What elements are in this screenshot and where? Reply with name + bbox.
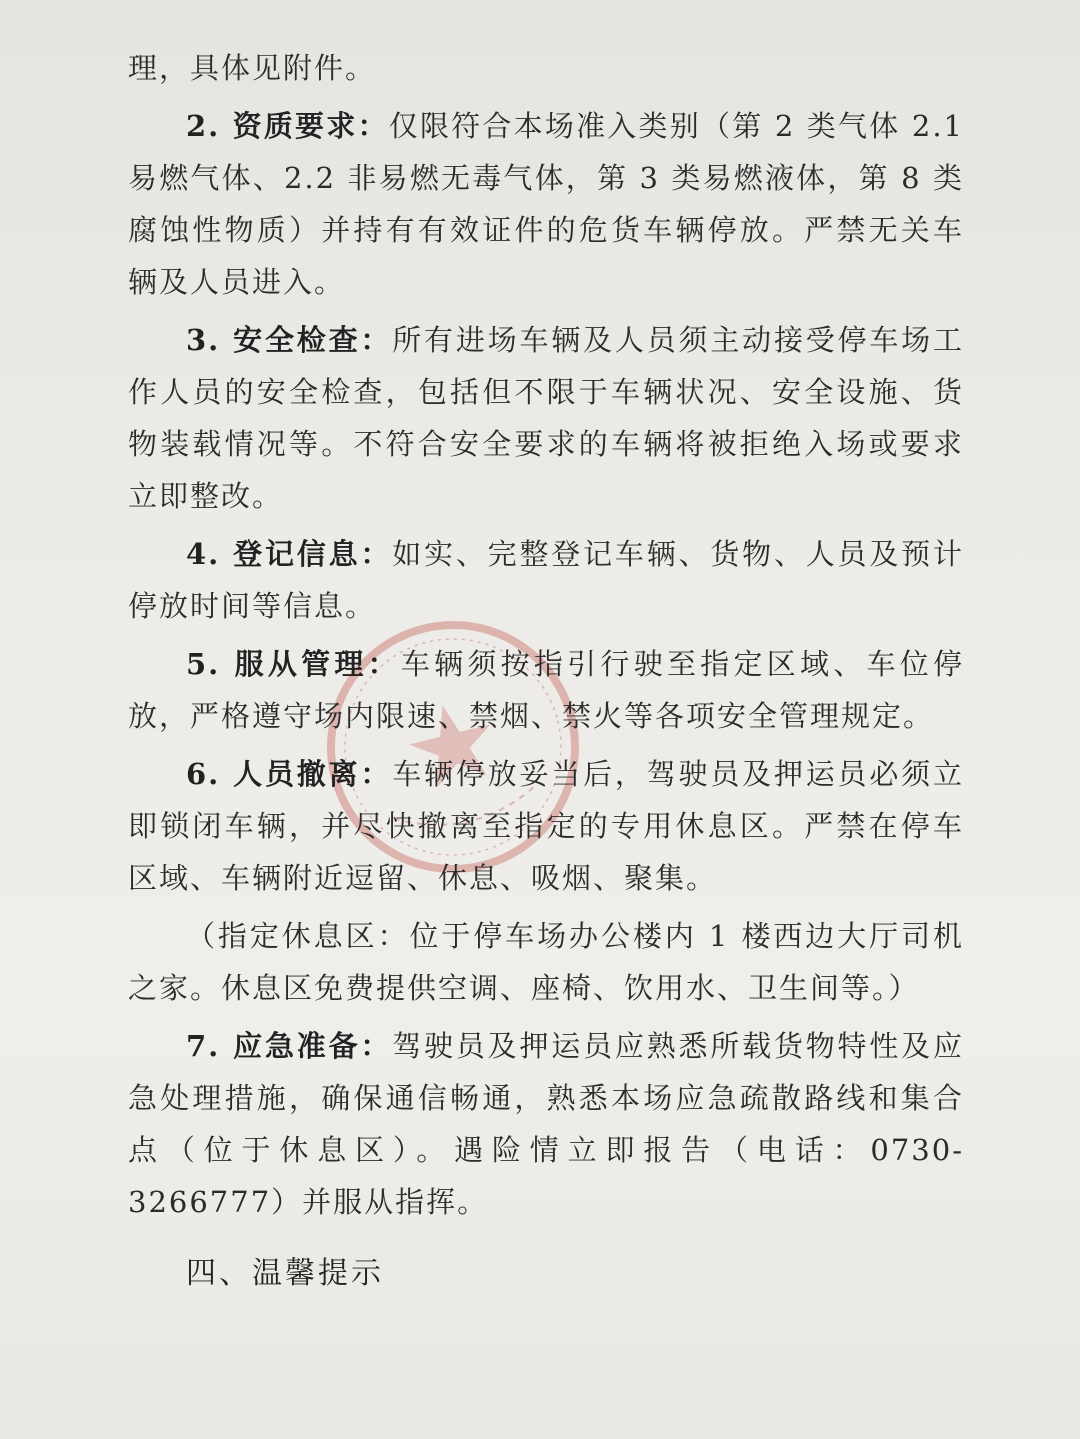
item-qualification <box>128 100 964 308</box>
item-title: 2. 资质要求： <box>186 109 389 143</box>
item-text: 所有进场车辆及人员须主动接受停车场工作人员的安全检查，包括但不限于车辆状况、安全设施、货物装载情况等。不符合安全要求的车辆将被拒绝入场或要求立即整改。 <box>128 323 964 513</box>
item-compliance <box>128 638 964 742</box>
item-title: 4. 登记信息： <box>186 537 393 571</box>
item-text: 车辆停放妥当后，驾驶员及押运员必须立即锁闭车辆，并尽快撤离至指定的专用休息区。严禁在停车区域、车辆附近逗留、休息、吸烟、聚集。 <box>128 757 964 895</box>
section-heading: 四、温馨提示 <box>186 1256 384 1291</box>
item-title: 6. 人员撤离： <box>186 757 393 791</box>
item-text: 如实、完整登记车辆、货物、人员及预计停放时间等信息。 <box>128 537 964 623</box>
item-safety-check <box>128 314 964 522</box>
item-registration <box>128 528 964 632</box>
item-title: 7. 应急准备： <box>186 1029 393 1063</box>
item-evacuation <box>128 748 964 904</box>
document-body <box>128 42 964 1300</box>
item-title: 3. 安全检查： <box>186 323 393 357</box>
item-text: 仅限符合本场准入类别（第 2 类气体 2.1 易燃气体、2.2 非易燃无毒气体，第 3 类易燃液体，第 8 类腐蚀性物质）并持有有效证件的危货车辆停放。严禁无关车辆及人员进入。 <box>128 109 964 299</box>
item-emergency <box>128 1020 964 1228</box>
item-text: 车辆须按指引行驶至指定区域、车位停放，严格遵守场内限速、禁烟、禁火等各项安全管理规定。 <box>128 647 964 733</box>
item-title: 5. 服从管理： <box>186 647 401 681</box>
item-text: 驾驶员及押运员应熟悉所载货物特性及应急处理措施，确保通信畅通，熟悉本场应急疏散路线和集合点（位于休息区）。遇险情立即报告（电话：0730-3266777）并服从指挥。 <box>128 1029 964 1219</box>
continuation-text: 理，具体见附件。 <box>128 51 377 85</box>
rest-area-note: （指定休息区：位于停车场办公楼内 1 楼西边大厅司机之家。休息区免费提供空调、座椅、饮用水、卫生间等。） <box>128 919 964 1005</box>
